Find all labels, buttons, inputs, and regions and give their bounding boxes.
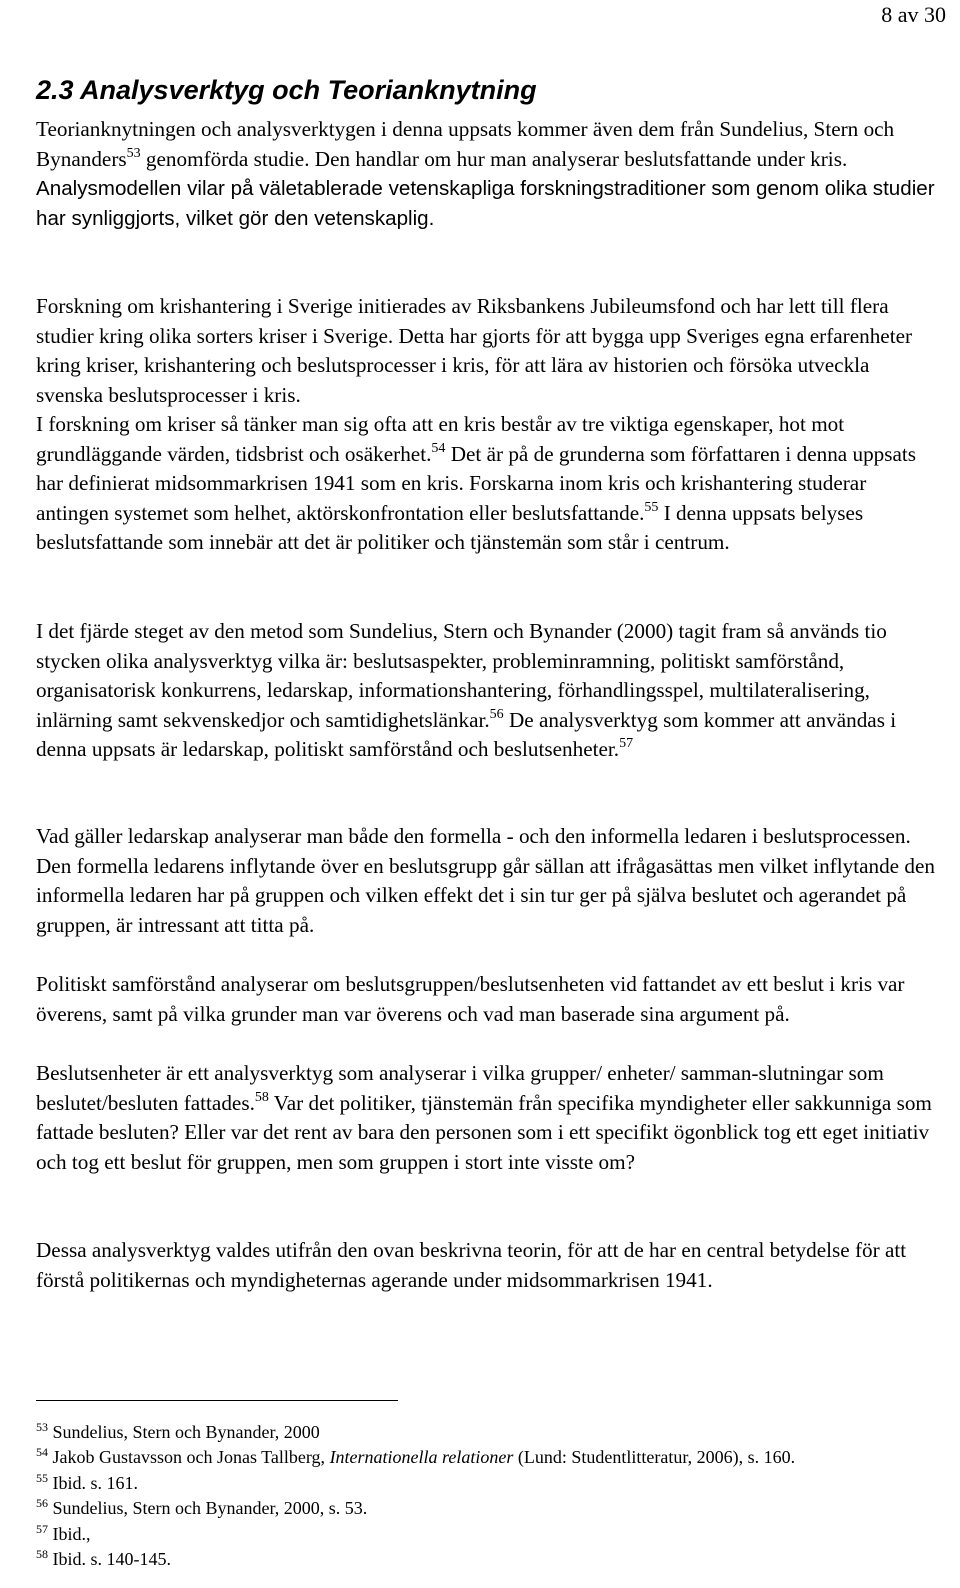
paragraph-crisis-text: I forskning om kriser så tänker man sig ofta att en kris består av tre viktiga egenskaper, hot mot grundläggande värden, tidsbrist och osäkerhet. bbox=[36, 412, 845, 466]
page-number: 8 av 30 bbox=[881, 2, 946, 27]
paragraph-decision-units bbox=[36, 1059, 936, 1177]
footnote-ref-58[interactable]: 58 bbox=[254, 1089, 269, 1105]
paragraph-leadership: Vad gäller ledarskap analyserar man både den formella - och den informella ledaren i beslutsprocessen. Den formella ledarens inflytande över en beslutsgrupp går sällan att ifrågasättas men vilket inflytande den informella ledaren har på gruppen och vilken effekt det i sin tur ger på själva beslutet och agerandet på gruppen, är intressant att titta på. bbox=[36, 824, 935, 937]
paragraph-crisis-text-2: Det är på de grunderna som författaren i denna uppsats har definierat midsommarkrisen 1941 som en kris. Forskarna inom kris och krishantering studerar antingen systemet som helhet, aktörskonfrontation eller beslutsfattande. bbox=[36, 441, 917, 525]
paragraph-intro bbox=[36, 115, 936, 233]
paragraph-intro-text: Teorianknytningen och analysverktygen i denna uppsats kommer även dem från Sundelius, Stern och Bynanders bbox=[36, 117, 895, 171]
footnote-56 bbox=[36, 1496, 936, 1521]
footnote-text: Ibid. s. 140-145. bbox=[48, 1549, 171, 1570]
footnote-text: Ibid., bbox=[48, 1523, 91, 1544]
footnote-text: Sundelius, Stern och Bynander, 2000, s. 53. bbox=[48, 1498, 368, 1519]
paragraph-crisis bbox=[36, 410, 936, 558]
footnote-ref-57[interactable]: 57 bbox=[619, 736, 634, 751]
footnote-text: Sundelius, Stern och Bynander, 2000 bbox=[48, 1422, 320, 1442]
footnote-number: 55 bbox=[36, 1470, 48, 1485]
paragraph-method-text-2: De analysverktyg som kommer att användas i denna uppsats är ledarskap, politiskt samförstånd och beslutsenheter. bbox=[36, 707, 897, 761]
footnote-text-post: (Lund: Studentlitteratur, 2006), s. 160. bbox=[513, 1447, 796, 1468]
footnote-number: 56 bbox=[36, 1496, 48, 1511]
footnote-divider bbox=[36, 1400, 398, 1401]
footnote-ref-53[interactable]: 53 bbox=[126, 145, 141, 161]
paragraph-crisis-text-3: I denna uppsats belyses beslutsfattande som innebär att det är politiker och tjänstemän som står i centrum. bbox=[36, 500, 864, 554]
footnote-ref-55[interactable]: 55 bbox=[644, 499, 659, 515]
footnote-number: 57 bbox=[36, 1521, 48, 1536]
section-heading: 2.3 Analysverktyg och Teorianknytning bbox=[36, 75, 537, 105]
paragraph-consensus: Politiskt samförstånd analyserar om beslutsgruppen/beslutsenheten vid fattandet av ett beslut i kris var överens, samt på vilka grunder man var överens och vad man baserade sina argument på. bbox=[36, 972, 905, 1026]
footnote-book-title: Internationella relationer bbox=[329, 1447, 514, 1468]
paragraph-method bbox=[36, 617, 936, 765]
footnotes bbox=[36, 1420, 936, 1572]
paragraph-method-text: I det fjärde steget av den metod som Sundelius, Stern och Bynander (2000) tagit fram så används tio stycken olika analysverktyg vilka är: beslutsaspekter, probleminramning, politiskt samförstånd, organisatorisk konkurrens, ledarskap, informationshantering, förhandlingsspel, multilateralisering, inlärning samt sekvenskedjor och samtidighetslänkar. bbox=[36, 619, 887, 732]
paragraph-decision-units-text: Beslutsenheter är ett analysverktyg som analyserar i vilka grupper/ enheter/ samman-slutningar som beslutet/besluten fattades. bbox=[36, 1061, 884, 1115]
footnote-number: 54 bbox=[36, 1445, 48, 1460]
footnote-53 bbox=[36, 1420, 936, 1445]
footnote-57 bbox=[36, 1522, 936, 1547]
footnote-ref-56[interactable]: 56 bbox=[489, 706, 504, 722]
footnote-54 bbox=[36, 1445, 936, 1470]
paragraph-conclusion: Dessa analysverktyg valdes utifrån den ovan beskrivna teorin, för att de har en central betydelse för att förstå politikernas och myndigheternas agerande under midsommarkrisen 1941. bbox=[36, 1238, 907, 1292]
footnote-58 bbox=[36, 1547, 936, 1572]
footnote-text: Jakob Gustavsson och Jonas Tallberg, bbox=[48, 1447, 330, 1468]
footnote-ref-54[interactable]: 54 bbox=[431, 440, 446, 456]
footnote-number: 53 bbox=[36, 1420, 48, 1434]
paragraph-intro-text-3: Analysmodellen vilar på väletablerade vetenskapliga forskningstraditioner som genom olika studier har synliggjorts, vilket gör den vetenskaplig. bbox=[36, 177, 935, 230]
paragraph-decision-units-text-2: Var det politiker, tjänstemän från specifika myndigheter eller sakkunniga som fattade besluten? Eller var det rent av bara den personen som i ett specifikt ögonblick tog ett eget initiativ och tog ett beslut för gruppen, men som gruppen i stort inte visste om? bbox=[36, 1090, 932, 1174]
footnote-55 bbox=[36, 1471, 936, 1496]
footnote-number: 58 bbox=[36, 1547, 48, 1562]
footnote-text: Ibid. s. 161. bbox=[48, 1472, 138, 1493]
paragraph-intro-text-2: genomförda studie. Den handlar om hur man analyserar beslutsfattande under kris. bbox=[140, 146, 848, 171]
paragraph-research: Forskning om krishantering i Sverige initierades av Riksbankens Jubileumsfond och har lett till flera studier kring olika sorters kriser i Sverige. Detta har gjorts för att bygga upp Sveriges egna erfarenheter kring kriser, krishantering och beslutsprocesser i kris, för att lära av historien och försöka utveckla svenska beslutsprocesser i kris. bbox=[36, 294, 913, 407]
